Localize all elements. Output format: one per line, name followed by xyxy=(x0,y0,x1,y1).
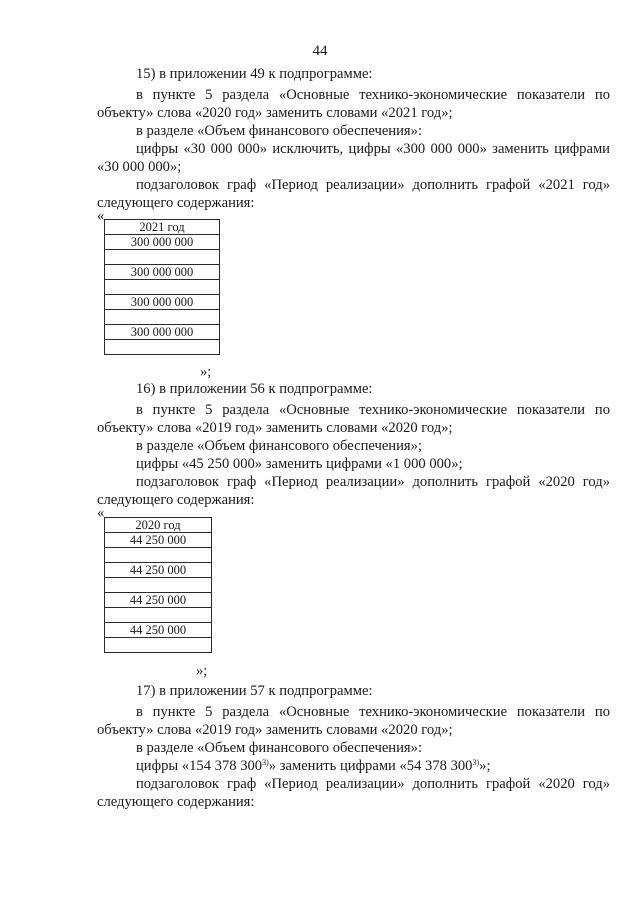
table-value-cell: 44 250 000 xyxy=(105,563,212,578)
footnote-marker: 3) xyxy=(262,758,269,767)
item-17-paragraph-3-part-b: » заменить цифрами «54 378 300 xyxy=(268,758,473,774)
item-17-paragraph-3-part-a: цифры «154 378 300 xyxy=(136,758,263,774)
table-empty-cell xyxy=(105,280,220,295)
item-17-paragraph-1-line-2: объекту» слова «2019 год» заменить словами «2020 год»; xyxy=(97,722,453,738)
table-value-cell: 300 000 000 xyxy=(105,295,220,310)
item-15-paragraph-2: в разделе «Объем финансового обеспечения»: xyxy=(136,123,422,139)
page-number: 44 xyxy=(312,43,328,59)
table-empty-cell xyxy=(105,548,212,563)
footnote-marker: 3) xyxy=(472,758,480,767)
table-value-cell: 44 250 000 xyxy=(105,533,212,548)
item-16-close-quote: »; xyxy=(196,663,208,679)
item-15-paragraph-1-line-2: объекту» слова «2020 год» заменить словами «2021 год»; xyxy=(97,105,453,121)
item-17-paragraph-1-line-1: в пункте 5 раздела «Основные технико-экономические показатели по xyxy=(136,704,610,720)
table-header-cell: 2021 год xyxy=(105,220,220,235)
table-value-cell: 44 250 000 xyxy=(105,623,212,638)
item-15-open-quote: « xyxy=(97,208,105,224)
item-17-paragraph-2: в разделе «Объем финансового обеспечения»: xyxy=(136,740,422,756)
table-empty-cell xyxy=(105,340,220,355)
table-empty-cell xyxy=(105,638,212,653)
item-15-paragraph-3-line-2: «30 000 000»; xyxy=(97,159,182,175)
table-header-cell: 2020 год xyxy=(105,518,212,533)
item-16-paragraph-3: цифры «45 250 000» заменить цифрами «1 000 000»; xyxy=(136,456,463,472)
table-value-cell: 300 000 000 xyxy=(105,265,220,280)
item-15-paragraph-1-line-1: в пункте 5 раздела «Основные технико-экономические показатели по xyxy=(136,87,610,103)
item-16-paragraph-1-line-2: объекту» слова «2019 год» заменить словами «2020 год»; xyxy=(97,420,453,436)
item-16-paragraph-4-line-1: подзаголовок граф «Период реализации» дополнить графой «2020 год» xyxy=(136,474,610,490)
item-15-close-quote: »; xyxy=(200,364,212,380)
item-16-financing-table xyxy=(104,517,212,653)
item-17-intro: 17) в приложении 57 к подпрограмме: xyxy=(136,683,373,699)
item-16-paragraph-2: в разделе «Объем финансового обеспечения»; xyxy=(136,438,422,454)
item-16-paragraph-1-line-1: в пункте 5 раздела «Основные технико-экономические показатели по xyxy=(136,402,610,418)
item-15-intro: 15) в приложении 49 к подпрограмме: xyxy=(136,66,373,82)
item-15-financing-table xyxy=(104,219,220,355)
item-17-paragraph-3-part-c: »; xyxy=(479,758,491,774)
table-value-cell: 300 000 000 xyxy=(105,325,220,340)
table-empty-cell xyxy=(105,608,212,623)
table-empty-cell xyxy=(105,250,220,265)
item-15-paragraph-4-line-1: подзаголовок граф «Период реализации» дополнить графой «2021 год» xyxy=(136,177,610,193)
item-15-paragraph-3-line-1: цифры «30 000 000» исключить, цифры «300 000 000» заменить цифрами xyxy=(136,141,610,157)
table-value-cell: 300 000 000 xyxy=(105,235,220,250)
item-15-paragraph-4-line-2: следующего содержания: xyxy=(97,195,255,211)
table-value-cell: 44 250 000 xyxy=(105,593,212,608)
table-empty-cell xyxy=(105,310,220,325)
item-17-paragraph-4-line-2: следующего содержания: xyxy=(97,794,255,810)
item-17-paragraph-4-line-1: подзаголовок граф «Период реализации» дополнить графой «2020 год» xyxy=(136,776,610,792)
item-16-open-quote: « xyxy=(97,505,105,521)
table-empty-cell xyxy=(105,578,212,593)
item-17-paragraph-3 xyxy=(136,758,491,774)
item-16-paragraph-4-line-2: следующего содержания: xyxy=(97,492,255,508)
item-16-intro: 16) в приложении 56 к подпрограмме: xyxy=(136,381,373,397)
